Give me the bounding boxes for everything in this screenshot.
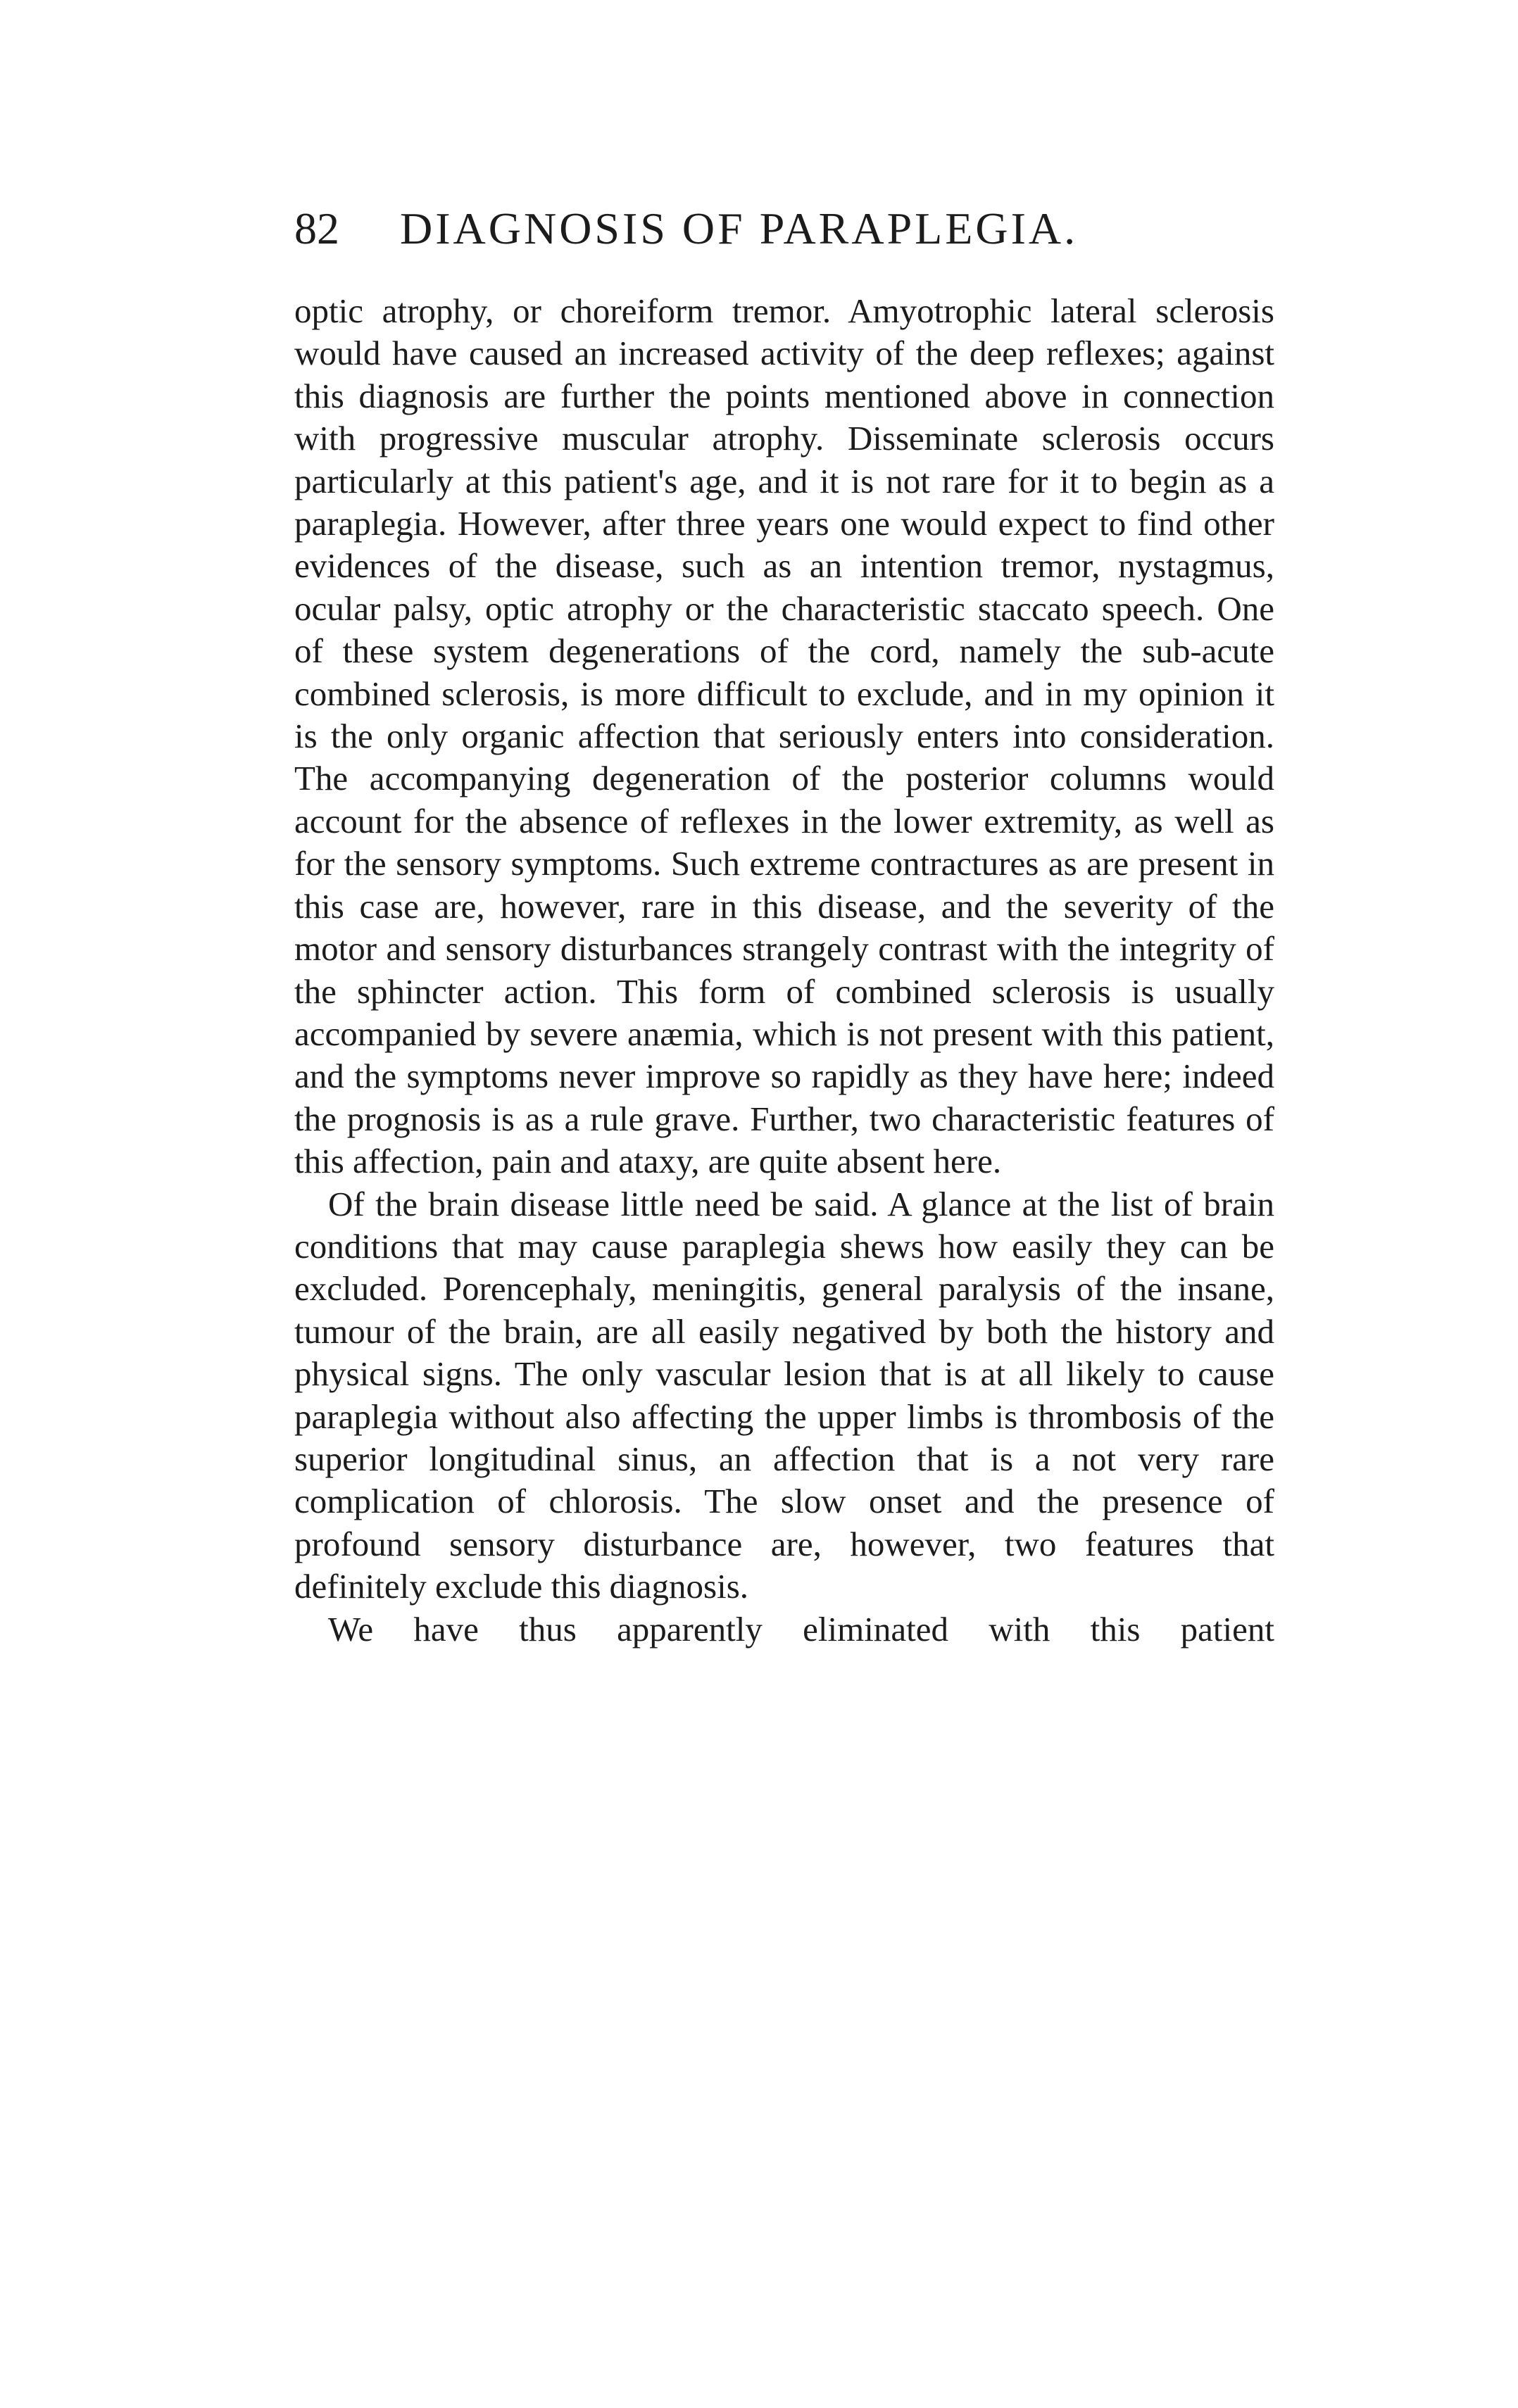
paragraph: Of the brain disease little need be said. A glance at the list of brain conditions that may cause paraplegia shews how easily they can be excluded. Porencephaly, meningitis, general paralysis of the insane, tumour of the brain, are all easily negatived by both the history and physical signs. The only vascular lesion that is at all likely to cause paraplegia without also affecting the upper limbs is thrombosis of the superior longitudinal sinus, an affection that is a not very rare complication of chlorosis. The slow onset and the presence of profound sensory disturbance are, however, two features that definitely exclude this diagnosis. xyxy=(294,1184,1274,1606)
running-title: DIAGNOSIS OF PARAPLEGIA. xyxy=(400,203,1079,253)
paragraph: optic atrophy, or choreiform tremor. Amyotrophic lateral sclerosis would have caused an increased activity of the deep reflexes; against this diagnosis are further the points mentioned above in connection with progressive muscular atrophy. Disseminate sclerosis occurs particularly at this patient's age, and it is not rare for it to begin as a paraplegia. However, after three years one would expect to find other evidences of the disease, such as an intention tremor, nystagmus, ocular palsy, optic atrophy or the characteristic staccato speech. One of these system degenerations of the cord, namely the sub-acute combined sclerosis, is more difficult to exclude, and in my opinion it is the only organic affection that seriously enters into consideration. The accompanying degeneration of the posterior columns would account for the absence of reflexes in the lower extremity, as well as for the sensory symptoms. Such extreme contractures as are present in this case are, however, rare in this disease, and the severity of the motor and sensory disturbances strangely contrast with the integrity of the sphincter action. This form of combined sclerosis is usually accompanied by severe anæmia, which is not present with this patient, and the symptoms never improve so rapidly as they have here; indeed the prognosis is as a rule grave. Further, two characteristic features of this affection, pain and ataxy, are quite absent here. xyxy=(294,291,1274,1181)
page-header xyxy=(294,197,1280,260)
paragraph: We have thus apparently eliminated with this patient xyxy=(328,1609,1274,1649)
page-number: 82 xyxy=(294,203,339,253)
body-text xyxy=(294,290,1274,1965)
